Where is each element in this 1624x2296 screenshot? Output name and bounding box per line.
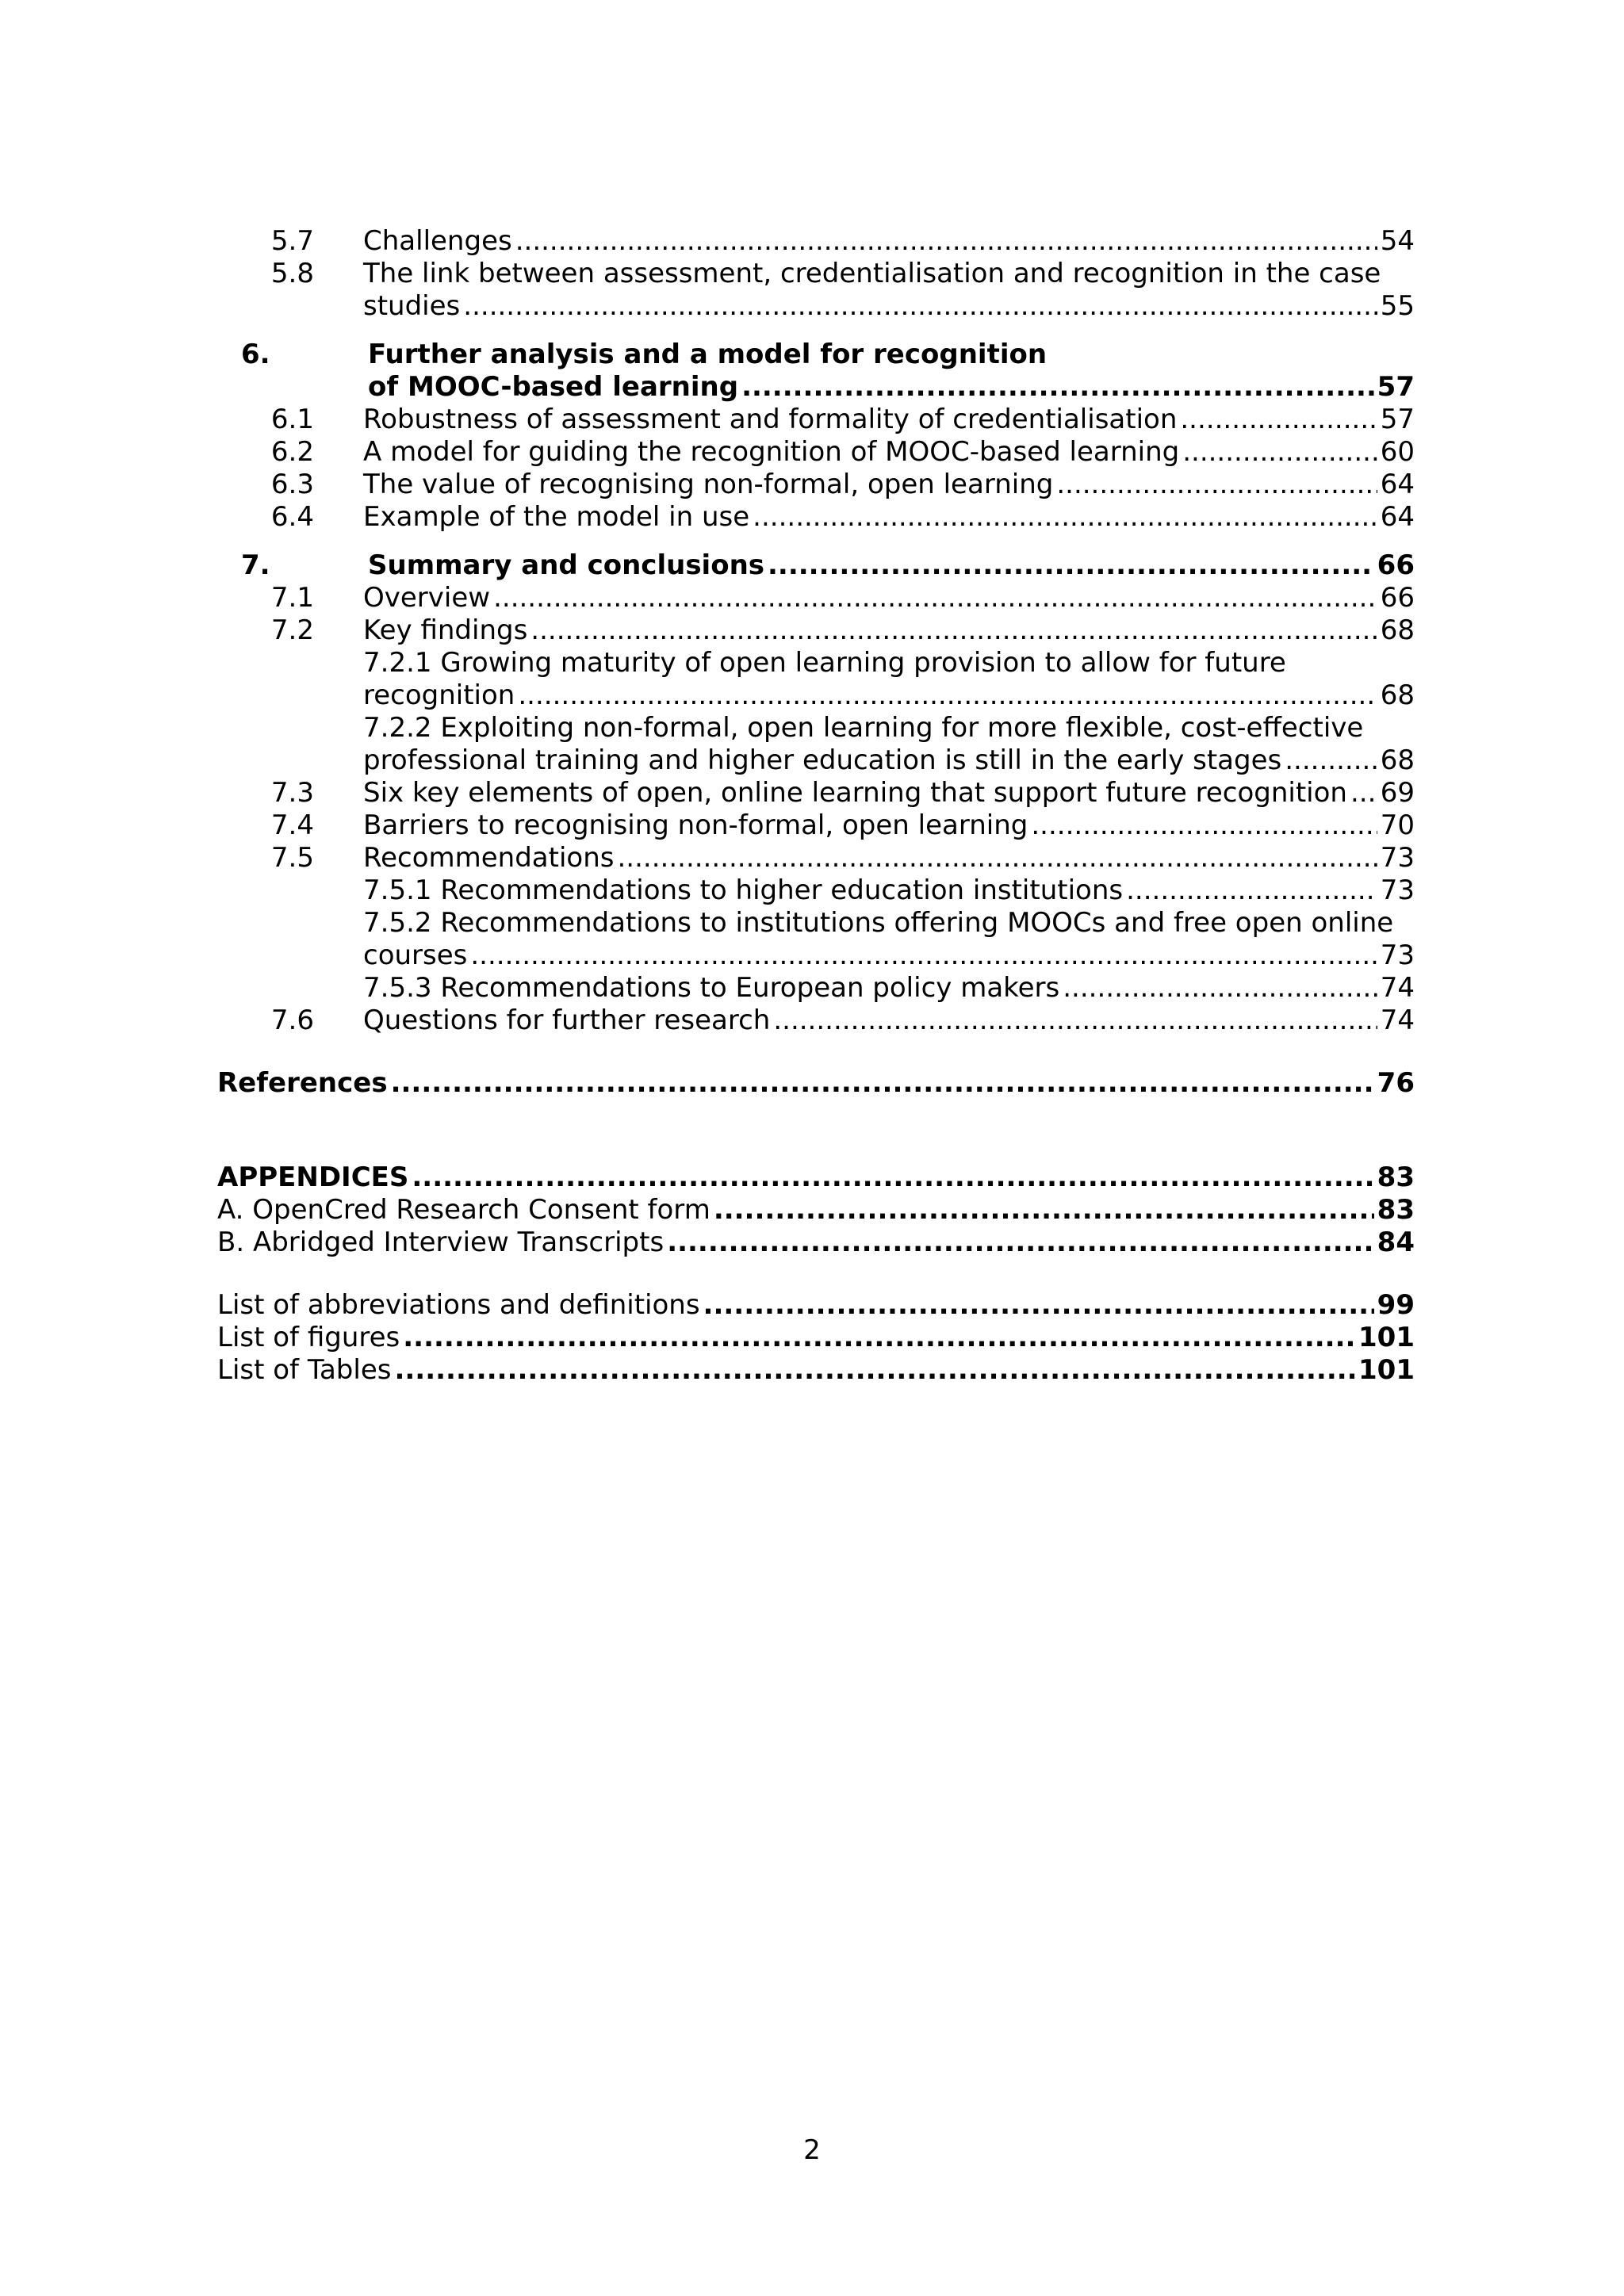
subsection-title-line2: recognition: [363, 679, 515, 711]
section-number: 6.4: [270, 501, 314, 533]
section-number: 7.1: [270, 582, 314, 614]
appendices-title: APPENDICES: [217, 1161, 409, 1193]
subsection-title-line2: courses: [363, 939, 468, 971]
dot-leader: [1126, 874, 1377, 907]
dot-leader: [1056, 469, 1377, 501]
dot-leader: [703, 1289, 1374, 1322]
page-ref: 73: [1380, 842, 1415, 874]
toc-tables[interactable]: [217, 1354, 1415, 1387]
section-number: 7.6: [270, 1004, 314, 1036]
dot-leader: [714, 1194, 1374, 1226]
dot-leader: [412, 1161, 1373, 1194]
list-title: List of abbreviations and definitions: [217, 1289, 700, 1321]
section-title: Example of the model in use: [363, 501, 750, 533]
page-ref: 55: [1380, 290, 1415, 322]
subsection-title: 7.5.3 Recommendations to European policy makers: [363, 972, 1060, 1004]
dot-leader: [403, 1322, 1355, 1354]
list-title: List of Tables: [217, 1354, 392, 1386]
section-title: Barriers to recognising non-formal, open learning: [363, 809, 1028, 841]
section-number: 7.5: [270, 842, 314, 874]
page-ref: 69: [1380, 777, 1415, 809]
toc-entry-5-8[interactable]: [217, 258, 1415, 290]
page-ref: 66: [1377, 549, 1415, 581]
dot-leader: [768, 549, 1374, 582]
chapter-title: Summary and conclusions: [368, 549, 765, 581]
page-ref: 73: [1380, 874, 1415, 906]
toc-entry-7-2-2[interactable]: [217, 712, 1415, 744]
toc-chapter-6-cont[interactable]: [217, 371, 1415, 404]
page-ref: 68: [1380, 679, 1415, 711]
dot-leader: [1350, 777, 1377, 809]
toc-abbreviations[interactable]: [217, 1289, 1415, 1322]
section-number: 5.8: [270, 258, 314, 289]
subsection-title-line2: professional training and higher education is still in the early stages: [363, 744, 1282, 776]
toc-appendix-a[interactable]: [217, 1194, 1415, 1226]
section-title: The value of recognising non-formal, open learning: [363, 469, 1054, 500]
dot-leader: [1180, 404, 1377, 436]
toc-figures[interactable]: [217, 1322, 1415, 1354]
page-ref: 83: [1377, 1194, 1415, 1226]
toc-entry-7-5-1[interactable]: [217, 874, 1415, 907]
section-title: Overview: [363, 582, 491, 614]
table-of-contents: [217, 225, 1415, 1387]
section-title: A model for guiding the recognition of MOOC-based learning: [363, 436, 1180, 468]
dot-leader: [1063, 972, 1377, 1004]
subsection-title-line1: 7.2.1 Growing maturity of open learning provision to allow for future: [363, 647, 1286, 679]
dot-leader: [518, 679, 1377, 712]
page-ref: 70: [1380, 809, 1415, 841]
page-ref: 74: [1380, 1004, 1415, 1036]
toc-entry-7-5-2[interactable]: [217, 907, 1415, 939]
section-number: 7.4: [270, 809, 314, 841]
page-ref: 68: [1380, 744, 1415, 776]
appendix-title: B. Abridged Interview Transcripts: [217, 1226, 665, 1258]
dot-leader: [394, 1354, 1355, 1387]
toc-references[interactable]: [217, 1067, 1415, 1100]
dot-leader: [1285, 744, 1377, 777]
dot-leader: [515, 225, 1377, 258]
dot-leader: [530, 614, 1377, 647]
page-ref: 68: [1380, 614, 1415, 646]
section-number: 6.1: [270, 404, 314, 435]
section-title-line1: The link between assessment, credentialisation and recognition in the case: [363, 258, 1381, 289]
dot-leader: [1031, 809, 1377, 842]
appendix-title: A. OpenCred Research Consent form: [217, 1194, 710, 1226]
page-ref: 57: [1380, 404, 1415, 435]
page-ref: 60: [1380, 436, 1415, 468]
section-title: Six key elements of open, online learning that support future recognition: [363, 777, 1347, 809]
toc-entry-6-4[interactable]: [217, 501, 1415, 534]
toc-entry-7-4[interactable]: [217, 809, 1415, 842]
page-ref: 101: [1358, 1322, 1415, 1353]
subsection-title-line1: 7.5.2 Recommendations to institutions offering MOOCs and free open online: [363, 907, 1394, 939]
toc-entry-7-2-1-cont[interactable]: [217, 679, 1415, 712]
toc-entry-7-3[interactable]: [217, 777, 1415, 809]
list-title: List of figures: [217, 1322, 400, 1353]
page-ref: 73: [1380, 939, 1415, 971]
subsection-title: 7.5.1 Recommendations to higher education institutions: [363, 874, 1124, 906]
dot-leader: [617, 842, 1377, 874]
section-title: Recommendations: [363, 842, 615, 874]
chapter-title-line1: Further analysis and a model for recognition: [368, 339, 1048, 370]
page-ref: 76: [1377, 1067, 1415, 1099]
toc-entry-6-2[interactable]: [217, 436, 1415, 469]
toc-entry-7-1[interactable]: [217, 582, 1415, 614]
section-title: Robustness of assessment and formality of credentialisation: [363, 404, 1178, 435]
toc-entry-7-5-2-cont[interactable]: [217, 939, 1415, 972]
page-ref: 83: [1377, 1161, 1415, 1193]
chapter-number: 7.: [241, 549, 270, 581]
page-ref: 64: [1380, 469, 1415, 500]
page-ref: 64: [1380, 501, 1415, 533]
toc-appendix-b[interactable]: [217, 1226, 1415, 1259]
dot-leader: [391, 1067, 1374, 1100]
dot-leader: [463, 290, 1377, 323]
subsection-title-line1: 7.2.2 Exploiting non-formal, open learning for more flexible, cost-effective: [363, 712, 1364, 744]
toc-entry-7-6[interactable]: [217, 1004, 1415, 1037]
toc-entry-7-2-1[interactable]: [217, 647, 1415, 679]
page-ref: 101: [1358, 1354, 1415, 1386]
dot-leader: [741, 371, 1374, 404]
section-number: 7.3: [270, 777, 314, 809]
section-number: 7.2: [270, 614, 314, 646]
toc-entry-6-3[interactable]: [217, 469, 1415, 501]
dot-leader: [470, 939, 1377, 972]
toc-chapter-7[interactable]: [217, 549, 1415, 582]
section-number: 6.3: [270, 469, 314, 500]
toc-entry-7-2-2-cont[interactable]: [217, 744, 1415, 777]
page-ref: 99: [1377, 1289, 1415, 1321]
section-title: Questions for further research: [363, 1004, 771, 1036]
dot-leader: [1182, 436, 1377, 469]
toc-entry-7-5[interactable]: [217, 842, 1415, 874]
dot-leader: [773, 1004, 1377, 1037]
toc-chapter-6[interactable]: [217, 339, 1415, 371]
section-title: Challenges: [363, 225, 512, 257]
toc-entry-6-1[interactable]: [217, 404, 1415, 436]
page-ref: 84: [1377, 1226, 1415, 1258]
section-number: 5.7: [270, 225, 314, 257]
section-title-line2: studies: [363, 290, 461, 322]
toc-entry-7-5-3[interactable]: [217, 972, 1415, 1004]
section-number: 6.2: [270, 436, 314, 468]
page-ref: 74: [1380, 972, 1415, 1004]
toc-entry-7-2[interactable]: [217, 614, 1415, 647]
section-title: Key findings: [363, 614, 528, 646]
chapter-title-line2: of MOOC-based learning: [368, 371, 739, 403]
toc-entry-5-7[interactable]: [217, 225, 1415, 258]
dot-leader: [753, 501, 1377, 534]
page-ref: 57: [1377, 371, 1415, 403]
dot-leader: [667, 1226, 1373, 1259]
toc-entry-5-8-cont[interactable]: [217, 290, 1415, 323]
toc-appendices[interactable]: [217, 1161, 1415, 1194]
page-ref: 54: [1380, 225, 1415, 257]
page-ref: 66: [1380, 582, 1415, 614]
chapter-number: 6.: [241, 339, 270, 370]
references-title: References: [217, 1067, 388, 1099]
page-number: 2: [803, 2134, 821, 2166]
dot-leader: [493, 582, 1377, 614]
